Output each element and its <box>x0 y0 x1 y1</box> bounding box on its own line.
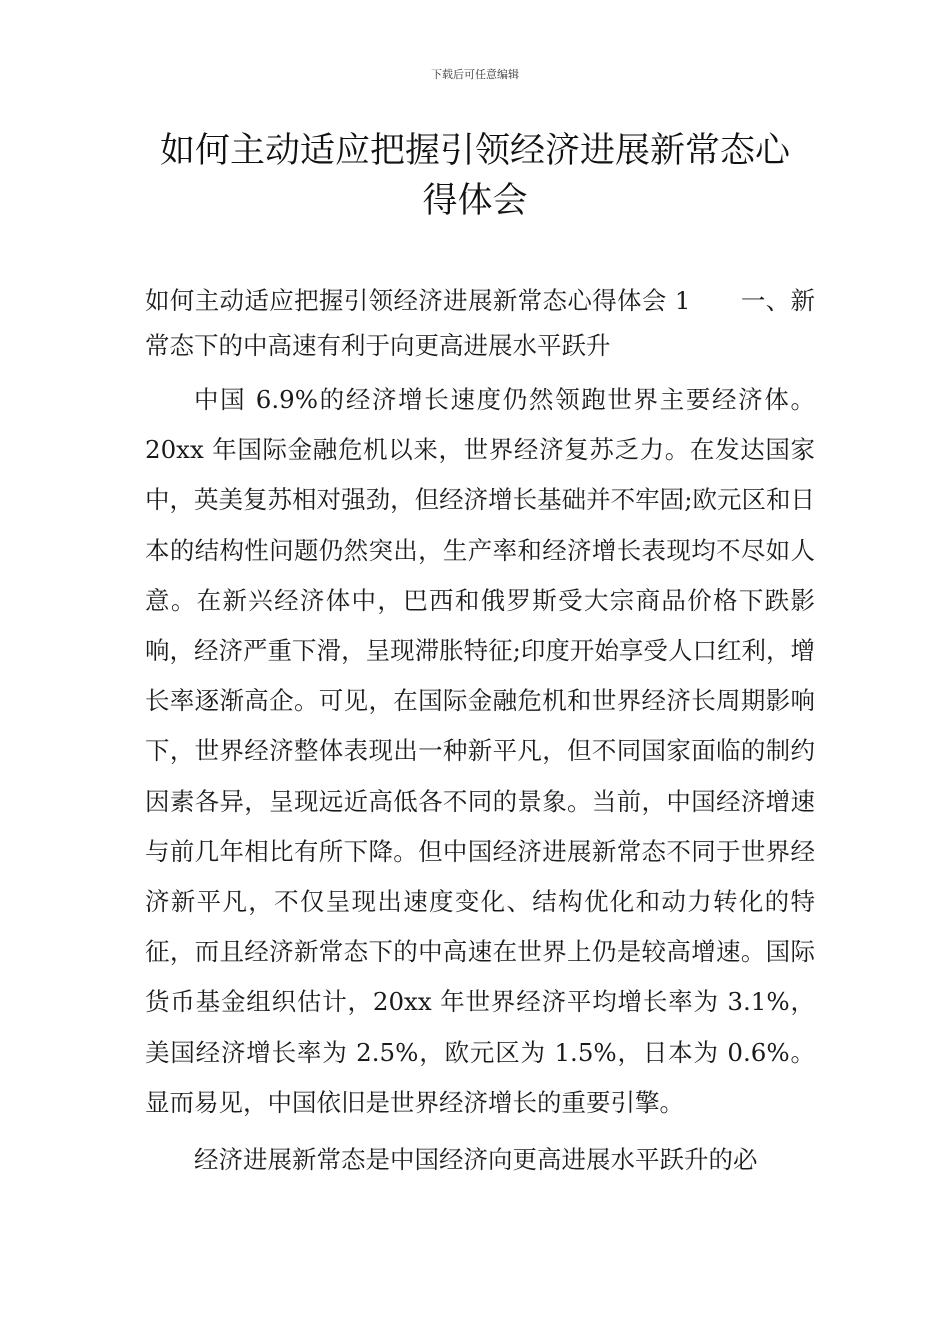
subhead-section: 一、新常态下的中高速有利于向更高进展水平跃升 <box>145 286 816 360</box>
header-note: 下载后可任意编辑 <box>431 68 519 81</box>
body-paragraph: 经济进展新常态是中国经济向更高进展水平跃升的必 <box>194 1145 758 1175</box>
body-paragraph: 中国 6.9%的经济增长速度仍然领跑世界主要经济体。20xx 年国际金融危机以来，世界经济复苏乏力。在发达国家中，英美复苏相对强劲，但经济增长基础并不牢固;欧元区和日本的结构性问题仍然突出，生产率和经济增长表现均不尽如人意。在新兴经济体中，巴西和俄罗斯受大宗商品价格下跌影响，经济严重下滑，呈现滞胀特征;印度开始享受人口红利，增长率逐渐高企。可见，在国际金融危机和世界经济长周期影响下，世界经济整体表现出一种新平凡，但不同国家面临的制约因素各异，呈现远近高低各不同的景象。当前，中国经济增速与前几年相比有所下降。但中国经济进展新常态不同于世界经济新平凡，不仅呈现出速度变化、结构优化和动力转化的特征，而且经济新常态下的中高速在世界上仍是较高增速。国际货币基金组织估计，20xx 年世界经济平均增长率为 3.1%，美国经济增长率为 2.5%，欧元区为 1.5%，日本为 0.6%。显而易见，中国依旧是世界经济增长的重要引擎。 <box>145 385 815 1117</box>
document-body <box>145 278 815 1185</box>
document-title: 如何主动适应把握引领经济进展新常态心得体会 <box>159 131 790 221</box>
subhead-lead: 如何主动适应把握引领经济进展新常态心得体会 1 <box>145 286 691 315</box>
section-subhead <box>145 278 815 368</box>
